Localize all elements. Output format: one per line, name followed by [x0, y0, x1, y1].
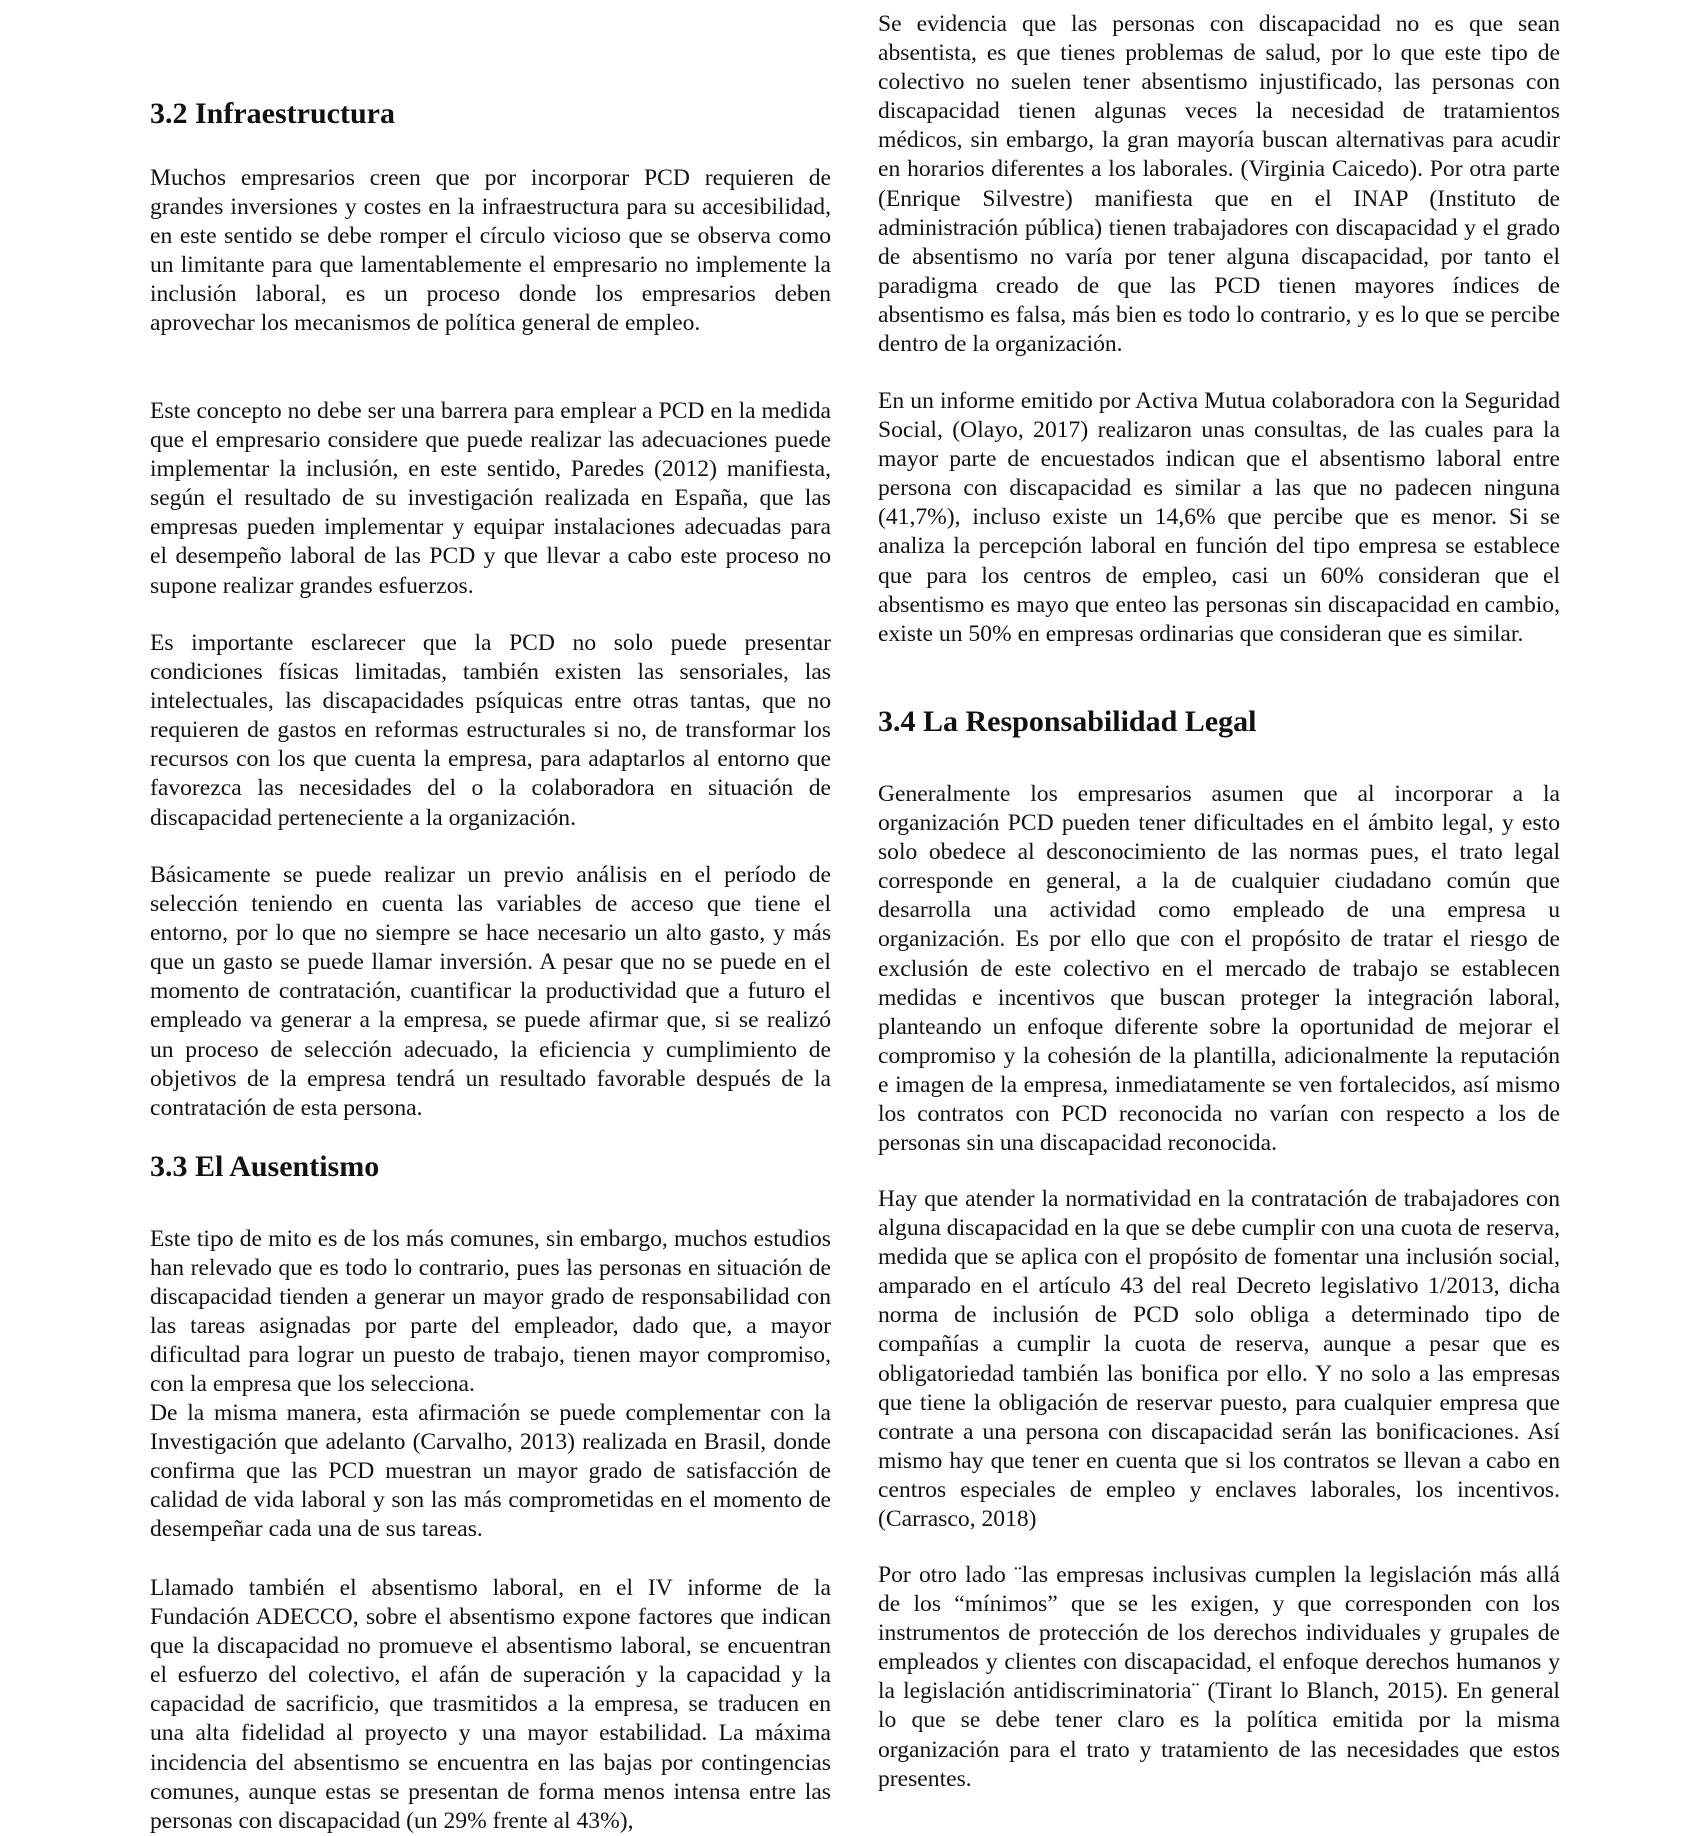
- paragraph: Básicamente se puede realizar un previo análisis en el período de selección teniendo en cuenta las variables de acceso que tiene el entorno, por lo que no siempre se hace necesario un alto gasto, y más que un gasto se puede llamar inversión. A pesar que no se puede en el momento de contratación, cuantificar la productividad que a futuro el empleado va generar a la empresa, se puede afirmar que, si se realizó un proceso de selección adecuado, la eficiencia y cumplimiento de objetivos de la empresa tendrá un resultado favorable después de la contratación de esta persona.: [150, 862, 831, 1121]
- paragraph: Este concepto no debe ser una barrera para emplear a PCD en la medida que el empresario considere que puede realizar las adecuaciones puede implementar la inclusión, en este sentido, Paredes (2012) manifiesta, según el resultado de su investigación realizada en España, que las empresas pueden implementar y equipar instalaciones adecuadas para el desempeño laboral de las PCD y que llevar a cabo este proceso no supone realizar grandes esfuerzos.: [150, 398, 831, 599]
- paragraph: De la misma manera, esta afirmación se puede complementar con la Investigación que adelanto (Carvalho, 2013) realizada en Brasil, donde confirma que las PCD muestran un mayor grado de satisfacción de calidad de vida laboral y son las más comprometidas en el momento de desempeñar cada una de sus tareas.: [150, 1400, 831, 1543]
- paragraph: Es importante esclarecer que la PCD no solo puede presentar condiciones físicas limitadas, también existen las sensoriales, las intelectuales, las discapacidades psíquicas entre otras tantas, que no requieren de gastos en reformas estructurales si no, de transformar los recursos con los que cuenta la empresa, para adaptarlos al entorno que favorezca las necesidades del o la colaboradora en situación de discapacidad perteneciente a la organización.: [150, 630, 831, 831]
- section-heading-3-4: 3.4 La Responsabilidad Legal: [878, 705, 1257, 738]
- paragraph: Muchos empresarios creen que por incorporar PCD requieren de grandes inversiones y costes en la infraestructura para su accesibilidad, en este sentido se debe romper el círculo vicioso que se observa como un limitante para que lamentablemente el empresario no implemente la inclusión laboral, es un proceso donde los empresarios deben aprovechar los mecanismos de política general de empleo.: [150, 165, 831, 337]
- paragraph: En un informe emitido por Activa Mutua colaboradora con la Seguridad Social, (Olayo, 2017) realizaron unas consultas, de las cuales para la mayor parte de encuestados indican que el absentismo laboral entre persona con discapacidad es similar a las que no padecen ninguna (41,7%), incluso existe un 14,6% que percibe que es menor. Si se analiza la percepción laboral en función del tipo empresa se establece que para los centros de empleo, casi un 60% consideran que el absentismo es mayo que enteo las personas sin discapacidad en cambio, existe un 50% en empresas ordinarias que consideran que es similar.: [878, 388, 1560, 647]
- section-heading-3-2: 3.2 Infraestructura: [150, 97, 395, 130]
- paragraph: Generalmente los empresarios asumen que al incorporar a la organización PCD pueden tener dificultades en el ámbito legal, y esto solo obedece al desconocimiento de las normas pues, el trato legal corresponde en general, a la de cualquier ciudadano común que desarrolla una actividad como empleado de una empresa u organización. Es por ello que con el propósito de tratar el riesgo de exclusión de este colectivo en el mercado de trabajo se establecen medidas e incentivos que buscan proteger la integración laboral, planteando un enfoque diferente sobre la oportunidad de mejorar el compromiso y la cohesión de la plantilla, adicionalmente la reputación e imagen de la empresa, inmediatamente se ven fortalecidos, así mismo los contratos con PCD reconocida no varían con respecto a los de personas sin una discapacidad reconocida.: [878, 781, 1560, 1157]
- paragraph: Este tipo de mito es de los más comunes, sin embargo, muchos estudios han relevado que es todo lo contrario, pues las personas en situación de discapacidad tienden a generar un mayor grado de responsabilidad con las tareas asignadas por parte del empleador, dado que, a mayor dificultad para lograr un puesto de trabajo, tienen mayor compromiso, con la empresa que los selecciona.: [150, 1226, 831, 1398]
- paragraph: Hay que atender la normatividad en la contratación de trabajadores con alguna discapacidad en la que se debe cumplir con una cuota de reserva, medida que se aplica con el propósito de fomentar una inclusión social, amparado en el artículo 43 del real Decreto legislativo 1/2013, dicha norma de inclusión de PCD solo obliga a determinado tipo de compañías a cumplir la cuota de reserva, aunque a pesar que es obligatoriedad también las bonifica por ello. Y no solo a las empresas que tiene la obligación de reservar puesto, para cualquier empresa que contrate a una persona con discapacidad serán las bonificaciones. Así mismo hay que tener en cuenta que si los contratos se llevan a cabo en centros especiales de empleo y enclaves laborales, los incentivos. (Carrasco, 2018): [878, 1186, 1560, 1533]
- section-heading-3-3: 3.3 El Ausentismo: [150, 1150, 380, 1183]
- paragraph: Se evidencia que las personas con discapacidad no es que sean absentista, es que tienes problemas de salud, por lo que este tipo de colectivo no suelen tener absentismo injustificado, las personas con discapacidad tienen algunas veces la necesidad de tratamientos médicos, sin embargo, la gran mayoría buscan alternativas para acudir en horarios diferentes a los laborales. (Virginia Caicedo). Por otra parte (Enrique Silvestre) manifiesta que en el INAP (Instituto de administración pública) tienen trabajadores con discapacidad y el grado de absentismo no varía por tener alguna discapacidad, por tanto el paradigma creado de que las PCD tienen mayores índices de absentismo es falsa, más bien es todo lo contrario, y es lo que se percibe dentro de la organización.: [878, 11, 1560, 358]
- paragraph: Por otro lado ¨las empresas inclusivas cumplen la legislación más allá de los “mínimos” que se les exigen, y que corresponden con los instrumentos de protección de los derechos individuales y grupales de empleados y clientes con discapacidad, el enfoque derechos humanos y la legislación antidiscriminatoria¨ (Tirant lo Blanch, 2015). En general lo que se debe tener claro es la política emitida por la misma organización para el trato y tratamiento de las necesidades que estos presentes.: [878, 1562, 1560, 1792]
- paragraph: Llamado también el absentismo laboral, en el IV informe de la Fundación ADECCO, sobre el absentismo expone factores que indican que la discapacidad no promueve el absentismo laboral, se encuentran el esfuerzo del colectivo, el afán de superación y la capacidad y la capacidad de sacrificio, que trasmitidos a la empresa, se traducen en una alta fidelidad al proyecto y una mayor estabilidad. La máxima incidencia del absentismo se encuentra en las bajas por contingencias comunes, aunque estas se presentan de forma menos intensa entre las personas con discapacidad (un 29% frente al 43%),: [150, 1575, 831, 1834]
